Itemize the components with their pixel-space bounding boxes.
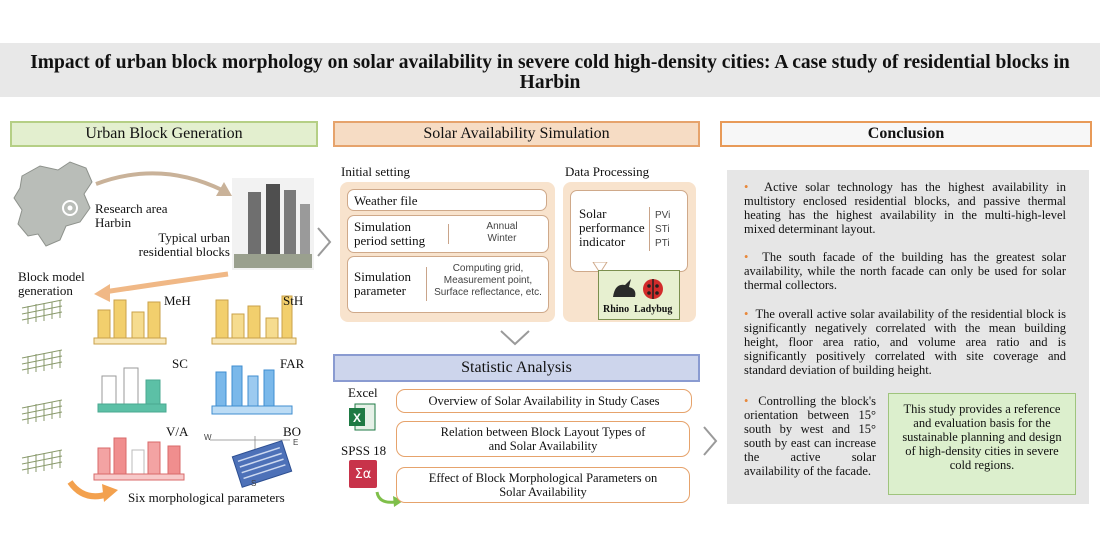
research-area-label: Research area Harbin bbox=[95, 201, 168, 230]
curved-arrow-to-photo bbox=[96, 173, 222, 190]
excel-label: Excel bbox=[348, 385, 378, 400]
simulation-period-box bbox=[347, 215, 549, 253]
solar-indicator-box bbox=[570, 190, 688, 272]
block-model-grids bbox=[22, 300, 62, 474]
initial-setting-label: Initial setting bbox=[341, 164, 410, 179]
six-params-caption: Six morphological parameters bbox=[128, 490, 285, 505]
compass-e: E bbox=[293, 438, 299, 447]
conclusion-point-4: • Controlling the block's orientation between 15° south by west and 15° south by east can increase the active solar availability of the facade. bbox=[744, 394, 876, 478]
period-values: Annual Winter bbox=[486, 221, 518, 244]
bullet-icon: • bbox=[744, 307, 749, 321]
chevron-right-icon-2 bbox=[700, 424, 720, 458]
section-urban-block-generation: Urban Block Generation bbox=[10, 121, 318, 147]
ladybug-icon bbox=[643, 279, 663, 299]
param-label-bo: BO bbox=[283, 424, 302, 439]
rhino-icon bbox=[613, 279, 635, 297]
summary-text: This study provides a reference and evaluation basis for the sustainable planning and design of high-density cities in severe cold regions. bbox=[902, 402, 1062, 472]
section-statistic-analysis: Statistic Analysis bbox=[333, 354, 700, 382]
conclusion-point-3: • The overall active solar availability of the residential block is significantly negatively correlated with the mean building height, floor area ratio, and volume area ratio and is significantly positively correlated with site coverage and standard deviation of building height. bbox=[744, 307, 1066, 377]
summary-box bbox=[888, 393, 1076, 495]
weather-file-box: Weather file bbox=[347, 189, 547, 211]
excel-icon bbox=[347, 402, 377, 432]
stat-item-overview: Overview of Solar Availability in Study Cases bbox=[396, 389, 692, 413]
tools-box bbox=[598, 270, 680, 320]
param-label-va: V/A bbox=[166, 424, 189, 439]
param-label-sth: StH bbox=[283, 293, 304, 308]
chevron-down-icon bbox=[498, 328, 532, 348]
param-label-far: FAR bbox=[280, 356, 305, 371]
svg-text:Σα: Σα bbox=[354, 467, 372, 482]
param-label-meh: MeH bbox=[164, 293, 191, 308]
block-model-generation-label: Block model generation bbox=[18, 269, 85, 298]
model-far bbox=[212, 366, 292, 414]
ladybug-label: Ladybug bbox=[634, 304, 673, 315]
compass-s: S bbox=[251, 479, 257, 488]
data-processing-label: Data Processing bbox=[565, 164, 650, 179]
indicator-label: Solar performance indicator bbox=[579, 206, 645, 249]
param-label-sc: SC bbox=[172, 356, 188, 371]
page-title: Impact of urban block morphology on solar availability in severe cold high-density cities: A case study of residential blocks in Harbin bbox=[30, 52, 1070, 93]
indicator-values: PVi STi PTi bbox=[655, 210, 671, 249]
harbin-map bbox=[14, 162, 92, 246]
parameter-values: Computing grid, Measurement point, Surface reflectance, etc. bbox=[434, 263, 542, 298]
spss-label: SPSS 18 bbox=[341, 443, 387, 458]
conclusion-point-1: • Active solar technology has the highest availability in multistory enclosed residential blocks, and passive thermal heating has the highest availability in the multi-high-level mixed determinant layout. bbox=[744, 180, 1066, 236]
curved-arrow-to-models bbox=[104, 274, 228, 292]
conclusion-point-2: • The south facade of the building has the greatest solar availability, while the north facade can only be used for solar thermal collectors. bbox=[744, 250, 1067, 292]
spss-icon bbox=[347, 458, 379, 490]
residential-blocks-photo bbox=[232, 178, 314, 270]
chevron-right-icon bbox=[314, 225, 334, 259]
section-solar-availability-simulation: Solar Availability Simulation bbox=[333, 121, 700, 147]
model-sc bbox=[98, 368, 166, 412]
bullet-icon: • bbox=[744, 180, 749, 194]
compass-w: W bbox=[204, 433, 212, 442]
rhino-label: Rhino bbox=[603, 304, 630, 315]
stat-item-morph-params: Effect of Block Morphological Parameters on Solar Availability bbox=[396, 467, 690, 503]
simulation-parameter-box bbox=[347, 256, 549, 313]
model-va bbox=[94, 438, 184, 480]
stat-item-layout-types: Relation between Block Layout Types of and Solar Availability bbox=[396, 421, 690, 457]
period-label: Simulation period setting bbox=[354, 219, 426, 248]
parameter-label: Simulation parameter bbox=[354, 269, 412, 298]
model-meh bbox=[94, 300, 166, 344]
typical-blocks-label: Typical urban residential blocks bbox=[138, 230, 230, 259]
section-conclusion: Conclusion bbox=[720, 121, 1092, 147]
bullet-icon: • bbox=[744, 250, 749, 264]
svg-text:X: X bbox=[352, 411, 362, 425]
bullet-icon: • bbox=[744, 394, 749, 408]
